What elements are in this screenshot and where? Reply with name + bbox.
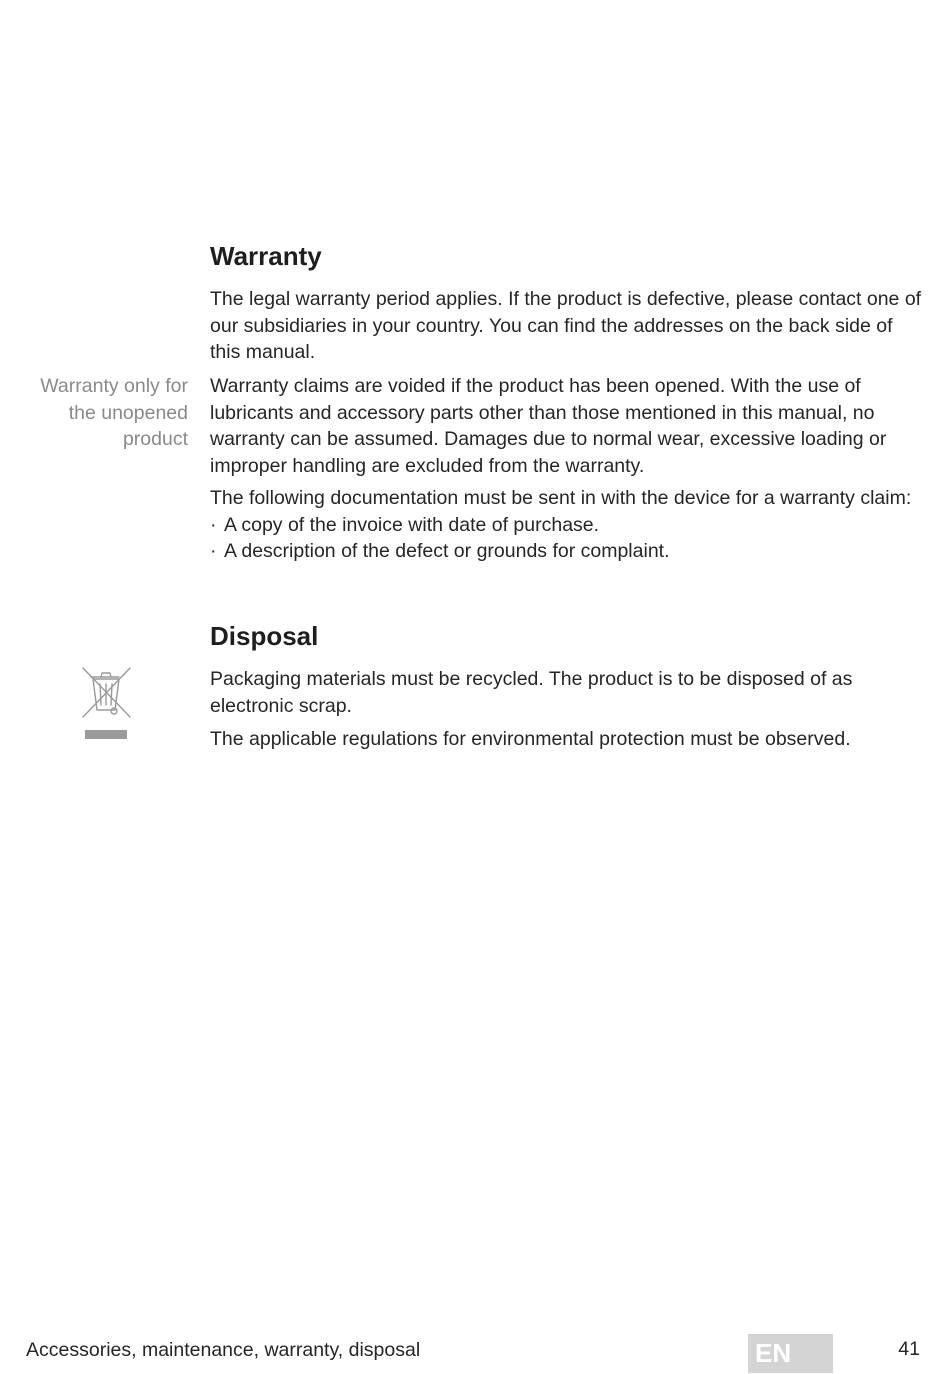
crossed-out-wheelie-bin-icon bbox=[78, 664, 136, 744]
warranty-documentation-block bbox=[210, 485, 922, 565]
warranty-paragraph-legal-period: The legal warranty period applies. If the product is defective, please contact one of our subsidiaries in your country. You can find the addresses on the back side of this manual. bbox=[210, 288, 922, 364]
list-item bbox=[210, 538, 922, 565]
footer-section-title: Accessories, maintenance, warranty, disposal bbox=[26, 1339, 421, 1361]
list-item-text: A description of the defect or grounds for complaint. bbox=[224, 540, 670, 563]
list-item bbox=[210, 512, 922, 539]
disposal-paragraph-recycling: Packaging materials must be recycled. The product is to be disposed of as electronic scrap. bbox=[210, 668, 853, 717]
list-item-text: A copy of the invoice with date of purchase. bbox=[224, 513, 600, 536]
warranty-documentation-list bbox=[210, 512, 922, 565]
page-number: 41 bbox=[898, 1338, 920, 1360]
warranty-paragraph-voided-claims: Warranty claims are voided if the product has been opened. With the use of lubricants and accessory parts other than those mentioned in this manual, no warranty can be assumed. Damages due to normal wear, excessive loading or improper handling are excluded from the warranty. bbox=[210, 375, 887, 477]
bullet-icon: · bbox=[210, 540, 217, 563]
warranty-heading: Warranty bbox=[210, 241, 322, 271]
language-badge: EN bbox=[748, 1334, 833, 1373]
warranty-margin-note: Warranty only for the unopened product bbox=[40, 375, 188, 451]
disposal-heading: Disposal bbox=[210, 621, 319, 651]
disposal-paragraph-regulations: The applicable regulations for environmental protection must be observed. bbox=[210, 728, 851, 750]
bullet-icon: · bbox=[210, 513, 217, 536]
warranty-paragraph-documentation: The following documentation must be sent in with the device for a warranty claim: bbox=[210, 487, 912, 509]
